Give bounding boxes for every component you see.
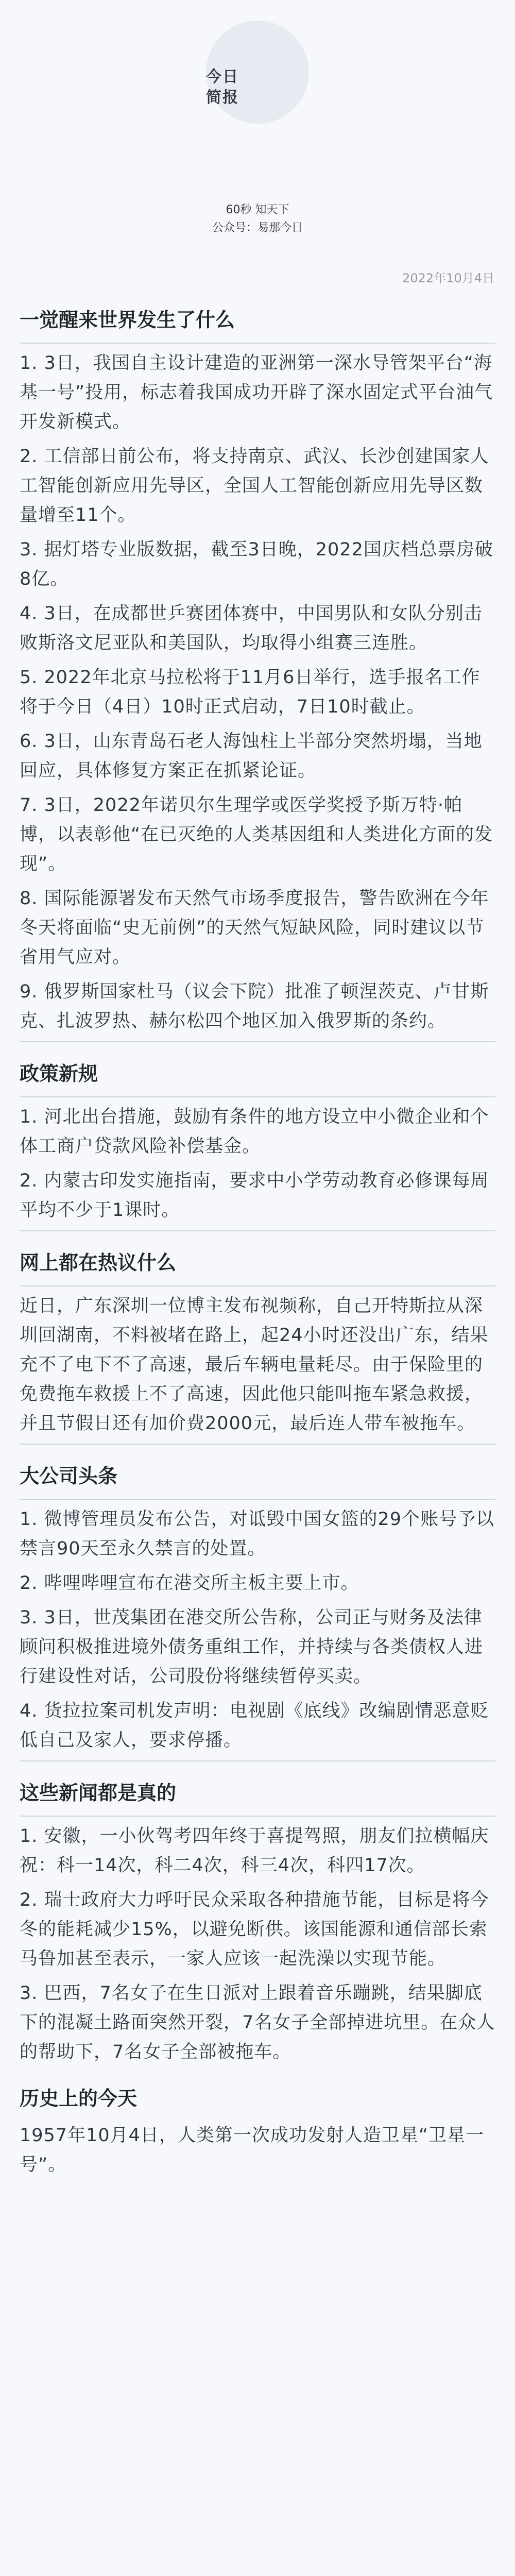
news-item: 5. 2022年北京马拉松将于11月6日举行，选手报名工作将于今日（4日）10时正式启动，7日10时截止。 xyxy=(20,667,480,717)
section-title: 政策新规 xyxy=(20,1062,98,1085)
news-item: 7. 3日，2022年诺贝尔生理学或医学奖授予斯万特·帕博，以表彰他“在已灭绝的人类基因组和人类进化方面的发现”。 xyxy=(20,795,493,874)
news-item: 6. 3日，山东青岛石老人海蚀柱上半部分突然坍塌，当地回应，具体修复方案正在抓紧论证。 xyxy=(20,731,483,781)
news-item: 近日，广东深圳一位博主发布视频称，自己开特斯拉从深圳回湖南，不料被堵在路上，起24小时还没出广东，结果充不了电下不了高速，最后车辆电量耗尽。由于保险里的免费拖车救援上不了高速，因此他只能叫拖车紧急救援，并且节假日还有加价费2000元，最后连人带车被拖车。 xyxy=(20,1296,489,1434)
news-item: 3. 3日，世茂集团在港交所公告称，公司正与财务及法律顾问积极推进境外债务重组工作，并持续与各类债权人进行建设性对话，公司股份将继续暂停买卖。 xyxy=(20,1607,484,1687)
logo-text xyxy=(206,67,309,108)
section-4 xyxy=(20,1460,495,1755)
divider xyxy=(20,1230,495,1231)
section-2 xyxy=(20,1058,495,1225)
news-item: 1. 3日，我国自主设计建造的亚洲第一深水导管架平台“海基一号”投用，标志着我国成功开辟了深水固定式平台油气开发新模式。 xyxy=(20,353,493,432)
news-item: 9. 俄罗斯国家杜马（议会下院）批准了顿涅茨克、卢甘斯克、扎波罗热、赫尔松四个地区加入俄罗斯的条约。 xyxy=(20,981,489,1031)
section-title: 历史上的今天 xyxy=(20,2087,138,2110)
news-item: 2. 内蒙古印发实施指南，要求中小学劳动教育必修课每周平均不少于1课时。 xyxy=(20,1171,489,1221)
section-6 xyxy=(20,2082,495,2180)
news-item: 1. 河北出台措施，鼓励有条件的地方设立中小微企业和个体工商户贷款风险补偿基金。 xyxy=(20,1107,489,1157)
section-title: 这些新闻都是真的 xyxy=(20,1782,177,1804)
news-item: 1. 安徽，一小伙驾考四年终于喜提驾照，朋友们拉横幅庆祝：科一14次，科二4次，科三4次，科四17次。 xyxy=(20,1826,489,1876)
divider xyxy=(20,1816,495,1817)
divider xyxy=(20,1041,495,1042)
news-item: 4. 3日，在成都世乒赛团体赛中，中国男队和女队分别击败斯洛文尼亚队和美国队，均取得小组赛三连胜。 xyxy=(20,603,483,653)
news-item: 2. 哔哩哔哩宣布在港交所主板主要上市。 xyxy=(20,1573,359,1594)
section-3 xyxy=(20,1247,495,1438)
subtitle-1: 60秒 知天下 xyxy=(226,204,289,216)
news-item: 1. 微博管理员发布公告，对诋毁中国女篮的29个账号予以禁言90天至永久禁言的处置。 xyxy=(20,1509,495,1559)
divider xyxy=(20,1285,495,1286)
news-item: 8. 国际能源署发布天然气市场季度报告，警告欧洲在今年冬天将面临“史无前例”的天然气短缺风险，同时建议以节省用气应对。 xyxy=(20,888,489,968)
news-item: 4. 货拉拉案司机发声明：电视剧《底线》改编剧情恶意贬低自己及家人，要求停播。 xyxy=(20,1701,489,1751)
content xyxy=(20,289,495,2185)
news-item: 1957年10月4日，人类第一次成功发射人造卫星“卫星一号”。 xyxy=(20,2125,485,2175)
logo-line1: 今日 xyxy=(206,68,239,86)
section-1 xyxy=(20,304,495,1036)
date: 2022年10月4日 xyxy=(402,271,494,285)
news-item: 3. 据灯塔专业版数据，截至3日晚，2022国庆档总票房破8亿。 xyxy=(20,539,493,589)
section-5 xyxy=(20,1777,495,2067)
section-title: 网上都在热议什么 xyxy=(20,1251,177,1274)
news-item: 3. 巴西，7名女子在生日派对上跟着音乐蹦跳，结果脚底下的混凝土路面突然开裂，7名女子全部掉进坑里。在众人的帮助下，7名女子全部被拖车。 xyxy=(20,1983,495,2062)
divider xyxy=(20,1499,495,1500)
section-title: 大公司头条 xyxy=(20,1465,118,1487)
divider xyxy=(20,1096,495,1097)
news-item: 2. 瑞士政府大力呼吁民众采取各种措施节能，目标是将今冬的能耗减少15%，以避免断供。该国能源和通信部长索马鲁加甚至表示，一家人应该一起洗澡以实现节能。 xyxy=(20,1890,489,1969)
divider xyxy=(20,1760,495,1761)
divider xyxy=(20,1444,495,1445)
subtitle-2: 公众号：易那今日 xyxy=(212,222,303,234)
news-item: 2. 工信部日前公布，将支持南京、武汉、长沙创建国家人工智能创新应用先导区，全国人工智能创新应用先导区数量增至11个。 xyxy=(20,446,489,526)
header xyxy=(0,0,515,237)
section-title: 一觉醒来世界发生了什么 xyxy=(20,309,235,331)
logo-line2: 简报 xyxy=(206,89,239,107)
divider xyxy=(20,343,495,344)
